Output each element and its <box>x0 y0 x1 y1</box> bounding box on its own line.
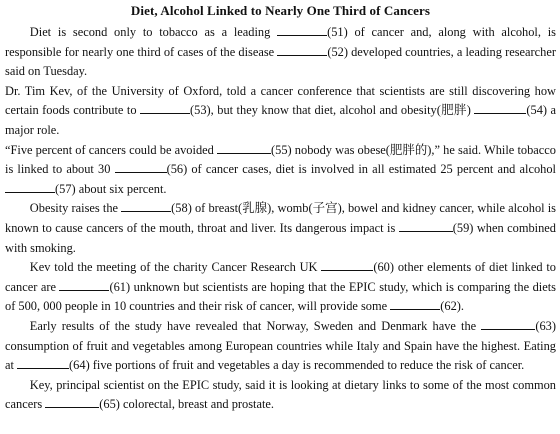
paragraph-4 <box>5 199 556 258</box>
blank-55 <box>217 142 271 154</box>
text-segment: (65) colorectal, breast and prostate. <box>99 397 275 412</box>
text-segment: Early results of the study have revealed that Norway, Sweden and Denmark have the <box>29 318 482 333</box>
blank-63 <box>481 318 535 330</box>
text-segment: (63) consumption of fruit and vegetables among European countries while Italy and Spain have the highest. Eating at <box>5 318 556 373</box>
paragraph-7 <box>5 376 556 415</box>
text-segment: (61) unknown but scientists are hoping that the EPIC study, which is comparing the diets of 500, 000 people in 10 countries and their risk of cancer, will provide some <box>5 279 556 314</box>
text-segment: Diet is second only to tobacco as a leading <box>29 25 278 39</box>
text-segment: (59) when combined with smoking. <box>5 220 556 255</box>
paragraph-6 <box>5 317 556 376</box>
text-segment: (64) five portions of fruit and vegetables a day is recommended to reduce the risk of cancer. <box>69 358 525 373</box>
article-title: Diet, Alcohol Linked to Nearly One Third of Cancers <box>130 3 431 18</box>
blank-61 <box>59 279 109 291</box>
blank-56 <box>115 161 167 173</box>
text-segment: (60) other elements of diet linked to cancer are <box>5 260 556 294</box>
text-segment: Key, principal scientist on the EPIC study, said it is looking at dietary links to some of the most common cancers <box>5 377 556 412</box>
text-segment: (58) of breast(乳腺), womb(子宫), bowel and kidney cancer, while alcohol is known to cause cancers of the mouth, throat and liver. Its dangerous impact is <box>5 201 557 235</box>
text-segment: (52) developed countries, a leading researcher said on Tuesday. <box>5 44 556 79</box>
text-segment: Kev told the meeting of the charity Cancer Research UK <box>29 260 322 275</box>
text-segment: (53), but they know that diet, alcohol and obesity(肥胖) <box>190 103 475 118</box>
text-segment: Obesity raises the <box>29 201 122 216</box>
blank-57 <box>5 181 55 193</box>
paragraph-1 <box>5 23 556 82</box>
text-segment: (57) about six percent. <box>55 181 167 196</box>
text-segment: (55) nobody was obese(肥胖的),” he said. While tobacco is linked to about 30 <box>5 142 556 177</box>
text-segment: (51) of cancer and, along with alcohol, is responsible for nearly one third of cases of the disease <box>5 25 556 59</box>
blank-62 <box>390 298 440 310</box>
text-segment: (56) of cancer cases, diet is involved in all estimated 25 percent and alcohol <box>166 162 556 177</box>
text-segment: (54) a major role. <box>5 103 556 137</box>
blank-58 <box>121 200 171 212</box>
blank-52 <box>277 44 327 56</box>
paragraph-5 <box>5 258 556 317</box>
blank-54 <box>474 102 526 114</box>
text-segment: (62). <box>440 299 464 314</box>
text-segment: Dr. Tim Kev, of the University of Oxford, told a cancer conference that scientists are still discovering how certain foods contribute to <box>5 83 556 118</box>
blank-64 <box>17 357 69 369</box>
paragraph-3 <box>5 141 556 200</box>
paragraph-2 <box>5 82 556 141</box>
blank-59 <box>399 220 453 232</box>
text-segment: “Five percent of cancers could be avoided <box>5 142 217 157</box>
blank-60 <box>321 259 373 271</box>
blank-65 <box>45 396 99 408</box>
blank-51 <box>277 24 327 36</box>
blank-53 <box>140 102 190 114</box>
